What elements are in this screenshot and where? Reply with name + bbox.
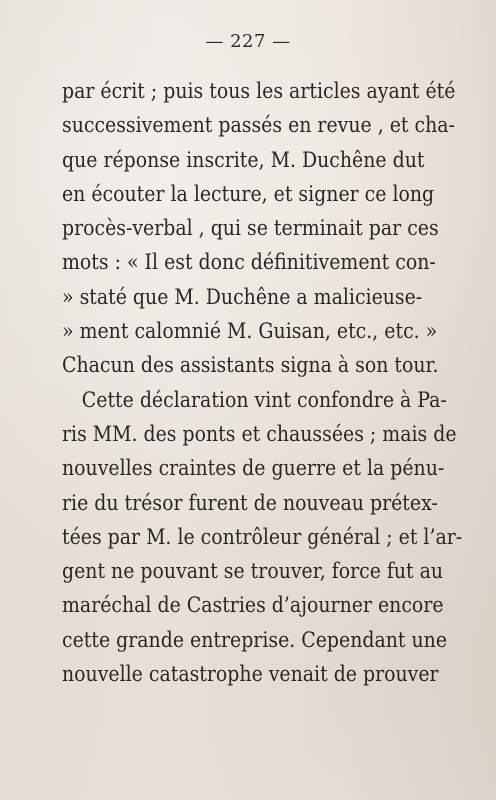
text-line: en écouter la lecture, et signer ce long bbox=[62, 181, 435, 206]
text-line: maréchal de Castries d’ajourner encore bbox=[62, 593, 444, 618]
text-line: » ment calomnié M. Guisan, etc., etc. » bbox=[62, 319, 438, 344]
page-number: — 227 — bbox=[205, 31, 291, 52]
text-line: rie du trésor furent de nouveau prétex- bbox=[62, 490, 438, 515]
text-line: successivement passés en revue , et cha- bbox=[62, 113, 455, 138]
text-line: que réponse inscrite, M. Duchêne dut bbox=[62, 147, 425, 172]
text-line: tées par M. le contrôleur général ; et l’ar- bbox=[62, 524, 463, 549]
text-line: par écrit ; puis tous les articles ayant été bbox=[62, 79, 456, 103]
text-line: nouvelles craintes de guerre et la pénu- bbox=[62, 456, 445, 481]
text-line: Cette déclaration vint confondre à Pa- bbox=[81, 387, 447, 412]
text-line: cette grande entreprise. Cependant une bbox=[62, 627, 448, 652]
text-line: Chacun des assistants signa à son tour. bbox=[62, 353, 439, 378]
text-line: gent ne pouvant se trouver, force fut au bbox=[62, 559, 444, 584]
text-line: ris MM. des ponts et chaussées ; mais de bbox=[62, 421, 457, 446]
text-line: nouvelle catastrophe venait de prouver bbox=[62, 662, 439, 687]
text-line: procès-verbal , qui se terminait par ces bbox=[62, 216, 439, 241]
text-line: » staté que M. Duchêne a malicieuse- bbox=[62, 284, 423, 309]
body-text bbox=[62, 74, 463, 691]
text-line: mots : « Il est donc définitivement con- bbox=[62, 250, 436, 275]
